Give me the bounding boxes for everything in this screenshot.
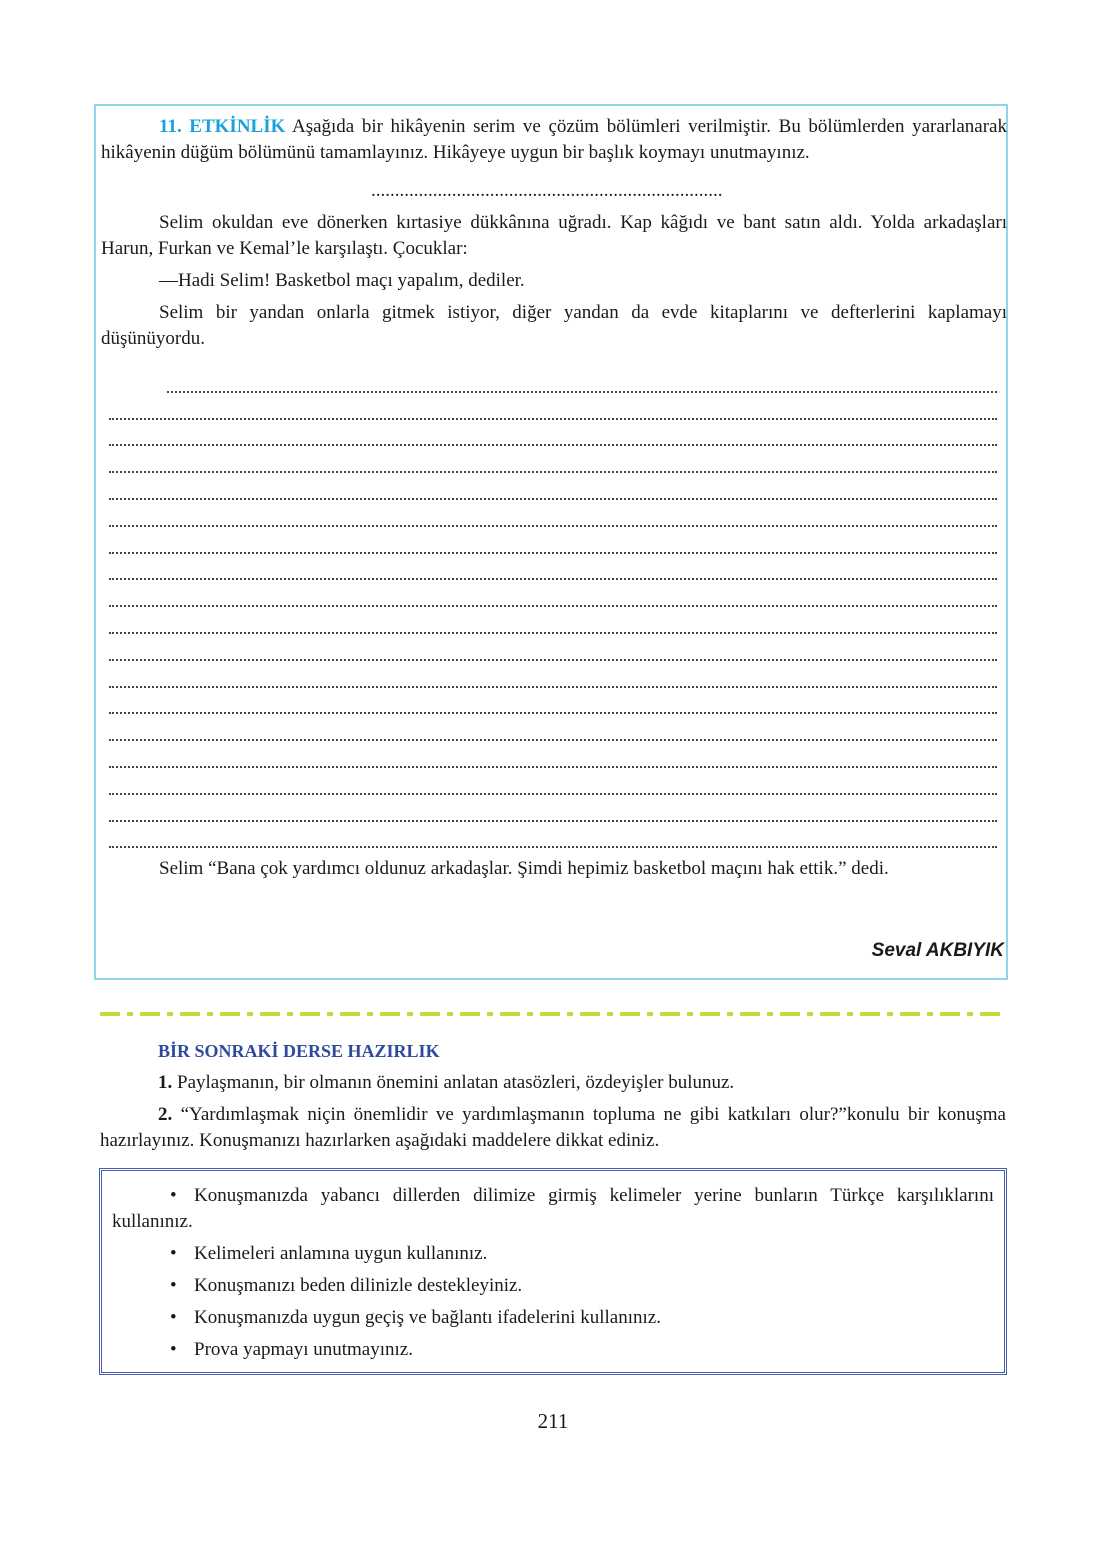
tip-item xyxy=(112,1183,994,1235)
page-number: 211 xyxy=(537,1409,569,1433)
speech-tips-list xyxy=(112,1183,994,1363)
tip-text: Konuşmanızı beden dilinizle destekleyiniz. xyxy=(194,1275,523,1296)
writing-line[interactable] xyxy=(109,527,997,554)
writing-line[interactable] xyxy=(109,554,997,581)
tip-item xyxy=(112,1273,994,1299)
tip-text: Konuşmanızda uygun geçiş ve bağlantı ifadelerini kullanınız. xyxy=(194,1307,661,1328)
bullet-icon: • xyxy=(170,1185,177,1206)
writing-line[interactable] xyxy=(109,420,997,447)
writing-line[interactable] xyxy=(109,446,997,473)
writing-line[interactable] xyxy=(109,580,997,607)
section-divider xyxy=(100,1012,1006,1016)
item-number: 1. xyxy=(158,1072,173,1093)
dugum-writing-area[interactable] xyxy=(109,366,997,848)
writing-line[interactable] xyxy=(109,607,997,634)
writing-line[interactable] xyxy=(109,768,997,795)
writing-line[interactable] xyxy=(109,500,997,527)
writing-line[interactable] xyxy=(109,822,997,849)
speech-tips-box xyxy=(99,1168,1007,1375)
writing-line[interactable] xyxy=(109,688,997,715)
bullet-icon: • xyxy=(170,1339,177,1360)
tip-item xyxy=(112,1337,994,1363)
writing-line[interactable] xyxy=(109,741,997,768)
tip-text: Konuşmanızda yabancı dillerden dilimize girmiş kelimeler yerine bunların Türkçe karşılıklarını kullanınız. xyxy=(112,1185,994,1232)
writing-line[interactable] xyxy=(109,393,997,420)
item-number: 2. xyxy=(158,1104,173,1125)
writing-line[interactable] xyxy=(167,366,997,393)
activity-box xyxy=(94,104,1008,980)
writing-line[interactable] xyxy=(109,714,997,741)
tip-text: Kelimeleri anlamına uygun kullanınız. xyxy=(194,1243,488,1264)
tip-text: Prova yapmayı unutmayınız. xyxy=(194,1339,413,1360)
activity-instruction xyxy=(101,114,1007,166)
writing-line[interactable] xyxy=(109,795,997,822)
bullet-icon: • xyxy=(170,1275,177,1296)
cozum-paragraph: Selim “Bana çok yardımcı oldunuz arkadaşlar. Şimdi hepimiz basketbol maçını hak ettik.” dedi. xyxy=(159,858,889,880)
preparation-title: BİR SONRAKİ DERSE HAZIRLIK xyxy=(158,1041,440,1061)
preparation-item-2 xyxy=(100,1102,1006,1154)
writing-line[interactable] xyxy=(109,661,997,688)
preparation-section xyxy=(100,1038,1006,1160)
writing-line[interactable] xyxy=(109,473,997,500)
serim-paragraph-1: Selim okuldan eve dönerken kırtasiye dükkânına uğradı. Kap kâğıdı ve bant satın aldı. Yolda arkadaşları Harun, Furkan ve Kemal’le karşılaştı. Çocuklar: xyxy=(101,212,1007,259)
activity-instruction-text: Aşağıda bir hikâyenin serim ve çözüm bölümleri verilmiştir. Bu bölümlerden yararlanarak hikâyenin düğüm bölümünü tamamlayınız. Hikâyeye uygun bir başlık koymayı unutmayınız. xyxy=(101,116,1007,163)
tip-item xyxy=(112,1241,994,1267)
bullet-icon: • xyxy=(170,1243,177,1264)
preparation-item-1 xyxy=(100,1070,1006,1096)
serim-dialogue: —Hadi Selim! Basketbol maçı yapalım, dediler. xyxy=(159,270,525,291)
bullet-icon: • xyxy=(170,1307,177,1328)
story-title-placeholder[interactable]: .......................................................................... xyxy=(371,180,723,201)
item-text: Paylaşmanın, bir olmanın önemini anlatan atasözleri, özdeyişler bulunuz. xyxy=(177,1072,735,1093)
writing-line[interactable] xyxy=(109,634,997,661)
item-text: “Yardımlaşmak niçin önemlidir ve yardımlaşmanın topluma ne gibi katkıları olur?”konulu bir konuşma hazırlayınız. Konuşmanızı hazırlarken aşağıdaki maddelere dikkat ediniz. xyxy=(100,1104,1006,1151)
tip-item xyxy=(112,1305,994,1331)
serim-paragraph-2: Selim bir yandan onlarla gitmek istiyor, diğer yandan da evde kitaplarını ve defterlerini kaplamayı düşünüyordu. xyxy=(101,302,1007,349)
author-signature: Seval AKBIYIK xyxy=(871,940,1004,961)
activity-label: 11. ETKİNLİK xyxy=(159,116,286,137)
